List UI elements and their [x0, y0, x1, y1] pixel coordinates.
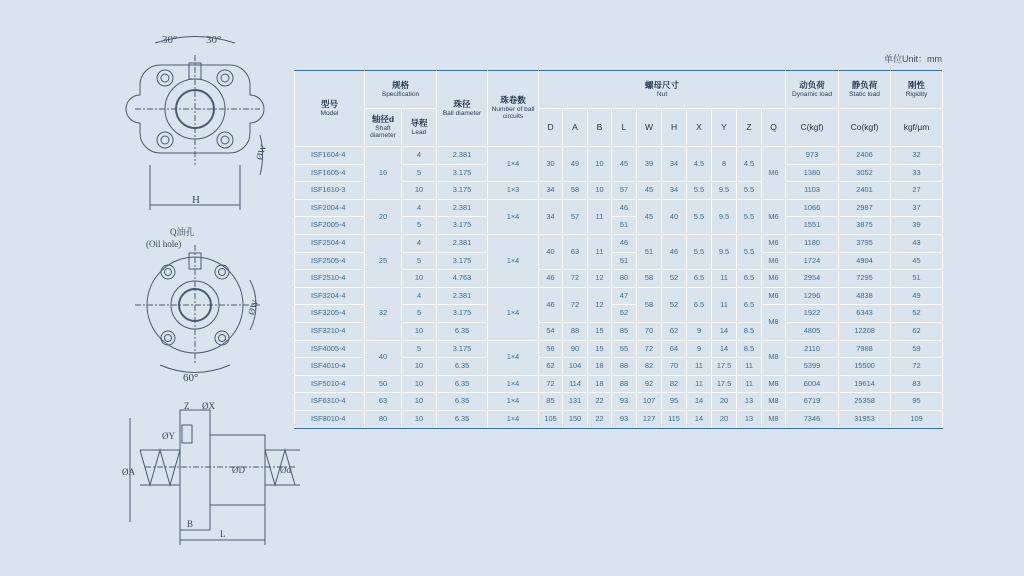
col-dyn: 动负荷 Dynamic load	[786, 71, 839, 109]
cell-l: 46	[612, 234, 637, 252]
cell-q: M8	[762, 305, 786, 340]
cell-a: 90	[563, 340, 588, 358]
table-body	[295, 147, 943, 429]
cell-c: 973	[786, 147, 839, 165]
table-row	[295, 375, 943, 393]
col-nut-y: Y	[712, 109, 737, 147]
cell-lead: 10	[402, 322, 437, 340]
cell-l: 85	[612, 322, 637, 340]
cell-ball: 2.381	[437, 147, 488, 165]
cell-x: 11	[687, 375, 712, 393]
cell-l: 93	[612, 393, 637, 411]
cell-d: 34	[539, 199, 563, 234]
table-row	[295, 234, 943, 252]
col-nut-h: H	[662, 109, 687, 147]
cell-h: 52	[662, 270, 687, 288]
cell-d: 40	[539, 234, 563, 269]
cell-y: 9.5	[712, 234, 737, 269]
cell-w: 45	[637, 199, 662, 234]
cell-w: 92	[637, 375, 662, 393]
cell-c: 4805	[786, 322, 839, 340]
col-nut-d: D	[539, 109, 563, 147]
table-row	[295, 199, 943, 217]
dim-y-label: ØY	[162, 431, 175, 441]
cell-c: 1551	[786, 217, 839, 235]
cell-q: M6	[762, 147, 786, 200]
col-nut-l: L	[612, 109, 637, 147]
cell-w: 39	[637, 147, 662, 182]
cell-a: 131	[563, 393, 588, 411]
cell-circuits: 1×4	[488, 375, 539, 393]
cell-a: 104	[563, 358, 588, 376]
cell-k: 109	[891, 410, 943, 428]
cell-d: 85	[539, 393, 563, 411]
cell-lead: 10	[402, 270, 437, 288]
cell-z: 6.5	[737, 270, 762, 288]
cell-x: 14	[687, 393, 712, 411]
angle-left-label: 30°	[162, 34, 178, 46]
cell-x: 6.5	[687, 287, 712, 322]
cell-c: 1066	[786, 199, 839, 217]
cell-ball: 6.35	[437, 375, 488, 393]
cell-shaft: 25	[365, 234, 402, 287]
cell-co: 3795	[839, 234, 891, 252]
dim-h-label: H	[192, 194, 200, 206]
cell-c: 1724	[786, 252, 839, 270]
cell-k: 72	[891, 358, 943, 376]
cell-ball: 6.35	[437, 410, 488, 428]
cell-l: 52	[612, 305, 637, 323]
cell-model: ISF2505-4	[295, 252, 365, 270]
cell-circuits: 1×4	[488, 393, 539, 411]
cell-lead: 10	[402, 393, 437, 411]
cell-shaft: 40	[365, 340, 402, 375]
cell-d: 34	[539, 182, 563, 200]
cell-l: 46	[612, 199, 637, 217]
cell-d: 46	[539, 287, 563, 322]
unit-label: 单位Unit：mm	[884, 54, 942, 64]
flange-top-view	[126, 37, 264, 211]
cell-c: 6719	[786, 393, 839, 411]
cell-model: ISF3204-4	[295, 287, 365, 305]
cell-d: 105	[539, 410, 563, 428]
cell-co: 12208	[839, 322, 891, 340]
cell-ball: 3.175	[437, 182, 488, 200]
cell-y: 20	[712, 393, 737, 411]
cell-co: 31953	[839, 410, 891, 428]
cell-a: 72	[563, 270, 588, 288]
cell-z: 5.5	[737, 182, 762, 200]
col-dyn-unit: C(kgf)	[786, 109, 839, 147]
cell-model: ISF1610-3	[295, 182, 365, 200]
cell-co: 3052	[839, 164, 891, 182]
cell-l: 93	[612, 410, 637, 428]
cell-y: 9.5	[712, 182, 737, 200]
col-rigid-unit: kgf/μm	[891, 109, 943, 147]
cell-co: 4904	[839, 252, 891, 270]
cell-ball: 3.175	[437, 217, 488, 235]
cell-shaft: 20	[365, 199, 402, 234]
cell-x: 5.5	[687, 234, 712, 269]
cell-c: 1103	[786, 182, 839, 200]
cell-k: 51	[891, 270, 943, 288]
cell-ball: 2.381	[437, 287, 488, 305]
cell-lead: 5	[402, 305, 437, 323]
cell-model: ISF4005-4	[295, 340, 365, 358]
cell-ball: 2.381	[437, 199, 488, 217]
cell-circuits: 1×4	[488, 287, 539, 340]
cell-w: 70	[637, 322, 662, 340]
col-nut-z: Z	[737, 109, 762, 147]
cell-model: ISF1604-4	[295, 147, 365, 165]
cell-z: 11	[737, 375, 762, 393]
cell-a: 114	[563, 375, 588, 393]
angle-right-label: 30°	[206, 34, 222, 46]
cell-k: 43	[891, 234, 943, 252]
cell-h: 70	[662, 358, 687, 376]
cell-y: 20	[712, 410, 737, 428]
cell-y: 17.5	[712, 375, 737, 393]
cell-b: 11	[588, 234, 612, 269]
cell-c: 1380	[786, 164, 839, 182]
cell-w: 72	[637, 340, 662, 358]
cell-ball: 6.35	[437, 393, 488, 411]
cell-c: 5399	[786, 358, 839, 376]
cell-co: 7295	[839, 270, 891, 288]
cell-w: 82	[637, 358, 662, 376]
cell-c: 1922	[786, 305, 839, 323]
col-nut-a: A	[563, 109, 588, 147]
table-row	[295, 393, 943, 411]
cell-l: 55	[612, 340, 637, 358]
cell-model: ISF3210-4	[295, 322, 365, 340]
col-nut-w: W	[637, 109, 662, 147]
cell-h: 52	[662, 287, 687, 322]
cell-b: 15	[588, 340, 612, 358]
cell-h: 34	[662, 147, 687, 182]
cell-co: 3875	[839, 217, 891, 235]
cell-z: 8.5	[737, 322, 762, 340]
cell-q: M8	[762, 410, 786, 428]
cell-d: 46	[539, 270, 563, 288]
cell-model: ISF2504-4	[295, 234, 365, 252]
cell-circuits: 1×4	[488, 340, 539, 375]
col-model: 型号 Model	[295, 71, 365, 147]
cell-x: 5.5	[687, 182, 712, 200]
cell-lead: 10	[402, 358, 437, 376]
cell-c: 1296	[786, 287, 839, 305]
cell-x: 5.5	[687, 199, 712, 234]
cell-k: 49	[891, 287, 943, 305]
cell-circuits: 1×3	[488, 182, 539, 200]
cell-c: 2110	[786, 340, 839, 358]
cell-d: 30	[539, 147, 563, 182]
cell-k: 37	[891, 199, 943, 217]
cell-k: 52	[891, 305, 943, 323]
cell-lead: 4	[402, 199, 437, 217]
cell-co: 19614	[839, 375, 891, 393]
cell-co: 2987	[839, 199, 891, 217]
cell-h: 95	[662, 393, 687, 411]
cell-lead: 5	[402, 164, 437, 182]
cell-q: M6	[762, 287, 786, 305]
cell-x: 6.5	[687, 270, 712, 288]
cell-l: 51	[612, 252, 637, 270]
cell-c: 6004	[786, 375, 839, 393]
cell-ball: 3.175	[437, 305, 488, 323]
cell-w: 127	[637, 410, 662, 428]
cell-b: 18	[588, 358, 612, 376]
col-static: 静负荷 Static load	[839, 71, 891, 109]
cell-co: 25358	[839, 393, 891, 411]
col-static-unit: Co(kgf)	[839, 109, 891, 147]
cell-l: 45	[612, 147, 637, 182]
cell-q: M6	[762, 199, 786, 234]
cell-z: 4.5	[737, 147, 762, 182]
cell-b: 22	[588, 410, 612, 428]
cell-x: 9	[687, 340, 712, 358]
cell-k: 45	[891, 252, 943, 270]
cell-circuits: 1×4	[488, 199, 539, 234]
cell-a: 88	[563, 322, 588, 340]
cell-model: ISF4010-4	[295, 358, 365, 376]
dim-l-label: L	[220, 529, 226, 539]
cell-co: 7988	[839, 340, 891, 358]
angle-bottom-label: 60°	[183, 372, 199, 384]
cell-b: 10	[588, 182, 612, 200]
cell-z: 13	[737, 410, 762, 428]
cell-model: ISF2510-4	[295, 270, 365, 288]
cell-circuits: 1×4	[488, 410, 539, 428]
cell-k: 62	[891, 322, 943, 340]
cell-a: 58	[563, 182, 588, 200]
cell-y: 11	[712, 270, 737, 288]
cell-l: 47	[612, 287, 637, 305]
cell-co: 15500	[839, 358, 891, 376]
cell-ball: 6.35	[437, 358, 488, 376]
cell-l: 88	[612, 358, 637, 376]
dim-a-label: ØA	[122, 467, 135, 477]
cell-lead: 10	[402, 375, 437, 393]
cell-w: 51	[637, 234, 662, 269]
cell-shaft: 32	[365, 287, 402, 340]
cell-model: ISF2005-4	[295, 217, 365, 235]
cell-k: 39	[891, 217, 943, 235]
cell-h: 64	[662, 340, 687, 358]
cell-co: 4838	[839, 287, 891, 305]
cell-a: 63	[563, 234, 588, 269]
dim-b-label: B	[187, 519, 194, 529]
cell-c: 2954	[786, 270, 839, 288]
cell-k: 95	[891, 393, 943, 411]
cell-shaft: 50	[365, 375, 402, 393]
cell-lead: 5	[402, 217, 437, 235]
cell-b: 18	[588, 375, 612, 393]
cell-ball: 3.175	[437, 252, 488, 270]
nut-side-view	[130, 410, 300, 545]
cell-b: 15	[588, 322, 612, 340]
cell-model: ISF6310-4	[295, 393, 365, 411]
cell-k: 27	[891, 182, 943, 200]
cell-z: 8.5	[737, 340, 762, 358]
col-shaft: 轴径d Shaft diameter	[365, 109, 402, 147]
cell-k: 33	[891, 164, 943, 182]
col-ball: 珠径 Ball diameter	[437, 71, 488, 147]
cell-w: 45	[637, 182, 662, 200]
cell-model: ISF8010-4	[295, 410, 365, 428]
cell-d: 72	[539, 375, 563, 393]
dim-w-label: ØW	[253, 143, 269, 162]
cell-y: 11	[712, 287, 737, 322]
col-nut-q: Q	[762, 109, 786, 147]
cell-q: M6	[762, 270, 786, 288]
cell-co: 2406	[839, 147, 891, 165]
cell-y: 14	[712, 340, 737, 358]
cell-q: M8	[762, 393, 786, 411]
cell-b: 22	[588, 393, 612, 411]
cell-w: 107	[637, 393, 662, 411]
cell-a: 57	[563, 199, 588, 234]
flange-round-view	[135, 245, 260, 373]
cell-k: 59	[891, 340, 943, 358]
cell-lead: 10	[402, 410, 437, 428]
spec-table	[294, 70, 943, 429]
cell-w: 58	[637, 287, 662, 322]
cell-h: 82	[662, 375, 687, 393]
cell-w: 58	[637, 270, 662, 288]
cell-z: 5.5	[737, 199, 762, 234]
cell-x: 4.5	[687, 147, 712, 182]
cell-d: 56	[539, 340, 563, 358]
dim-x-label: ØX	[202, 401, 215, 411]
oil-hole-en-label: (Oil hole)	[146, 239, 182, 249]
cell-shaft: 16	[365, 147, 402, 200]
cell-q: M6	[762, 234, 786, 252]
cell-z: 13	[737, 393, 762, 411]
cell-l: 80	[612, 270, 637, 288]
dim-d-label: ØD	[232, 465, 245, 475]
cell-circuits: 1×4	[488, 234, 539, 287]
cell-model: ISF3205-4	[295, 305, 365, 323]
cell-ball: 6.35	[437, 322, 488, 340]
cell-b: 10	[588, 147, 612, 182]
cell-shaft: 63	[365, 393, 402, 411]
cell-b: 12	[588, 270, 612, 288]
cell-shaft: 80	[365, 410, 402, 428]
cell-l: 57	[612, 182, 637, 200]
cell-ball: 4.763	[437, 270, 488, 288]
cell-c: 1180	[786, 234, 839, 252]
col-rigid: 刚性 Rigidity	[891, 71, 943, 109]
cell-l: 88	[612, 375, 637, 393]
cell-x: 14	[687, 410, 712, 428]
cell-co: 6343	[839, 305, 891, 323]
cell-co: 2401	[839, 182, 891, 200]
cell-model: ISF2004-4	[295, 199, 365, 217]
cell-lead: 4	[402, 234, 437, 252]
cell-lead: 4	[402, 147, 437, 165]
table-row	[295, 410, 943, 428]
dim-z-label: Z	[184, 401, 190, 411]
col-nut: 螺母尺寸 Nut	[539, 71, 786, 109]
table-row	[295, 147, 943, 165]
cell-x: 11	[687, 358, 712, 376]
cell-y: 17.5	[712, 358, 737, 376]
cell-lead: 5	[402, 252, 437, 270]
cell-x: 9	[687, 322, 712, 340]
oil-hole-cn-label: Q油孔	[170, 227, 195, 237]
cell-h: 34	[662, 182, 687, 200]
cell-c: 7346	[786, 410, 839, 428]
cell-q: M8	[762, 375, 786, 393]
col-lead: 导程 Lead	[402, 109, 437, 147]
cell-h: 62	[662, 322, 687, 340]
cell-lead: 5	[402, 340, 437, 358]
cell-ball: 3.175	[437, 340, 488, 358]
cell-b: 11	[588, 199, 612, 234]
cell-model: ISF1605-4	[295, 164, 365, 182]
cell-b: 12	[588, 287, 612, 322]
cell-a: 72	[563, 287, 588, 322]
cell-a: 49	[563, 147, 588, 182]
cell-y: 14	[712, 322, 737, 340]
cell-a: 150	[563, 410, 588, 428]
dim-w2-label: ØW	[245, 298, 261, 317]
cell-k: 83	[891, 375, 943, 393]
dim-d-shaft-label: Ød	[280, 465, 291, 475]
table-header	[295, 71, 943, 147]
col-nut-b: B	[588, 109, 612, 147]
cell-d: 62	[539, 358, 563, 376]
table-row	[295, 287, 943, 305]
cell-h: 46	[662, 234, 687, 269]
cell-q: M6	[762, 252, 786, 270]
cell-k: 32	[891, 147, 943, 165]
cell-d: 54	[539, 322, 563, 340]
col-nut-x: X	[687, 109, 712, 147]
cell-q: M8	[762, 340, 786, 375]
table-row	[295, 340, 943, 358]
cell-circuits: 1×4	[488, 147, 539, 182]
technical-drawings	[120, 25, 300, 555]
cell-y: 9.5	[712, 199, 737, 234]
cell-model: ISF5010-4	[295, 375, 365, 393]
cell-h: 40	[662, 199, 687, 234]
cell-lead: 4	[402, 287, 437, 305]
cell-h: 115	[662, 410, 687, 428]
cell-z: 6.5	[737, 287, 762, 322]
cell-z: 5.5	[737, 234, 762, 269]
col-spec: 规格 Specification	[365, 71, 437, 109]
cell-l: 51	[612, 217, 637, 235]
cell-lead: 10	[402, 182, 437, 200]
cell-y: 8	[712, 147, 737, 182]
col-circuits: 珠卷数 Number of ball circuits	[488, 71, 539, 147]
cell-z: 11	[737, 358, 762, 376]
cell-ball: 2.381	[437, 234, 488, 252]
cell-ball: 3.175	[437, 164, 488, 182]
